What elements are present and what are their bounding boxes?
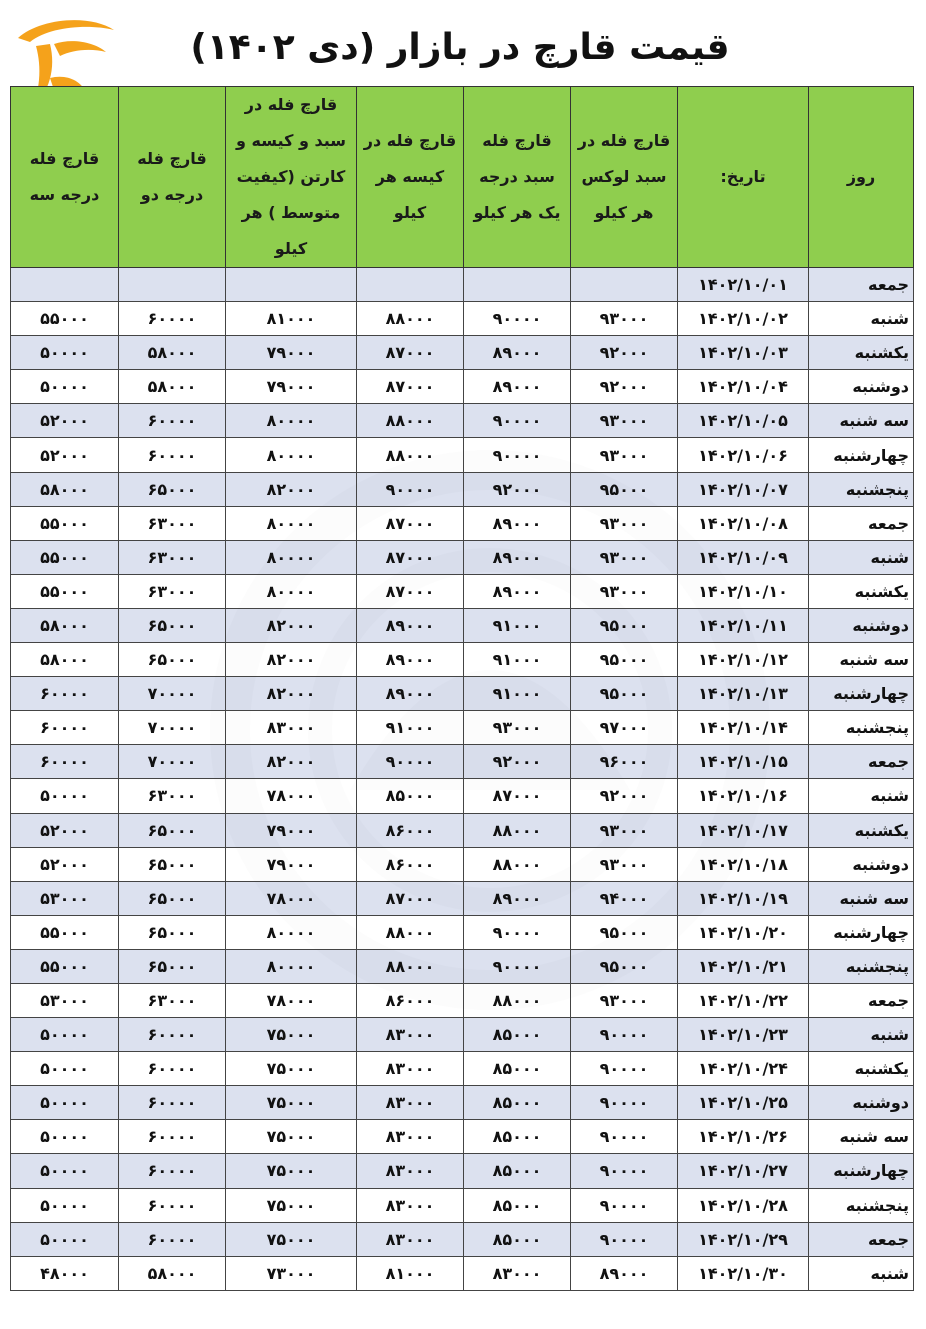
cell-date: ۱۴۰۲/۱۰/۲۵ [678, 1086, 809, 1120]
cell-date: ۱۴۰۲/۱۰/۲۶ [678, 1120, 809, 1154]
cell-grade-two: ۶۵۰۰۰ [119, 949, 226, 983]
table-row [11, 813, 914, 847]
cell-medium-quality: ۸۰۰۰۰ [226, 438, 357, 472]
cell-bag: ۸۹۰۰۰ [357, 608, 464, 642]
cell-grade-three: ۵۰۰۰۰ [11, 336, 119, 370]
table-row [11, 847, 914, 881]
header-day: روز [809, 87, 914, 268]
cell-luxury-basket: ۹۵۰۰۰ [571, 643, 678, 677]
cell-day: یکشنبه [809, 813, 914, 847]
cell-grade-two [119, 268, 226, 302]
cell-grade-one-basket: ۸۵۰۰۰ [464, 1052, 571, 1086]
cell-bag: ۸۳۰۰۰ [357, 1154, 464, 1188]
cell-day: جمعه [809, 745, 914, 779]
cell-grade-three: ۵۰۰۰۰ [11, 1222, 119, 1256]
cell-grade-one-basket: ۸۳۰۰۰ [464, 1256, 571, 1290]
cell-day: یکشنبه [809, 1052, 914, 1086]
cell-luxury-basket: ۹۲۰۰۰ [571, 336, 678, 370]
header-medium-quality: قارچ فله در سبد و کیسه و کارتن (کیفیت متوسط ) هر کیلو [226, 87, 357, 268]
cell-grade-two: ۶۳۰۰۰ [119, 574, 226, 608]
cell-day: دوشنبه [809, 1086, 914, 1120]
cell-bag: ۸۸۰۰۰ [357, 949, 464, 983]
table-row [11, 745, 914, 779]
cell-day: شنبه [809, 540, 914, 574]
cell-grade-three: ۵۰۰۰۰ [11, 1052, 119, 1086]
cell-luxury-basket: ۹۰۰۰۰ [571, 1154, 678, 1188]
cell-grade-three: ۵۳۰۰۰ [11, 983, 119, 1017]
table-row [11, 370, 914, 404]
cell-grade-two: ۶۰۰۰۰ [119, 1120, 226, 1154]
cell-medium-quality: ۷۵۰۰۰ [226, 1222, 357, 1256]
cell-day: پنجشنبه [809, 472, 914, 506]
cell-grade-two: ۶۳۰۰۰ [119, 779, 226, 813]
header-grade-one-basket: قارچ فله سبد درجه یک هر کیلو [464, 87, 571, 268]
cell-grade-three: ۵۰۰۰۰ [11, 1018, 119, 1052]
cell-date: ۱۴۰۲/۱۰/۰۸ [678, 506, 809, 540]
cell-bag: ۸۸۰۰۰ [357, 438, 464, 472]
cell-grade-one-basket: ۹۰۰۰۰ [464, 438, 571, 472]
cell-bag: ۸۳۰۰۰ [357, 1222, 464, 1256]
table-row [11, 336, 914, 370]
table-row [11, 608, 914, 642]
cell-grade-two: ۶۰۰۰۰ [119, 1222, 226, 1256]
cell-grade-two: ۶۵۰۰۰ [119, 847, 226, 881]
cell-medium-quality: ۷۵۰۰۰ [226, 1086, 357, 1120]
cell-grade-three: ۶۰۰۰۰ [11, 677, 119, 711]
cell-grade-one-basket: ۹۰۰۰۰ [464, 302, 571, 336]
cell-day: جمعه [809, 983, 914, 1017]
cell-day: سه شنبه [809, 1120, 914, 1154]
cell-bag: ۸۳۰۰۰ [357, 1018, 464, 1052]
cell-bag: ۸۳۰۰۰ [357, 1052, 464, 1086]
cell-bag: ۸۳۰۰۰ [357, 1120, 464, 1154]
table-row [11, 438, 914, 472]
cell-medium-quality: ۸۲۰۰۰ [226, 677, 357, 711]
cell-date: ۱۴۰۲/۱۰/۱۲ [678, 643, 809, 677]
cell-medium-quality: ۷۵۰۰۰ [226, 1154, 357, 1188]
cell-grade-three: ۵۰۰۰۰ [11, 1188, 119, 1222]
cell-grade-two: ۶۳۰۰۰ [119, 983, 226, 1017]
cell-grade-one-basket: ۸۹۰۰۰ [464, 370, 571, 404]
cell-luxury-basket: ۹۰۰۰۰ [571, 1018, 678, 1052]
cell-day: چهارشنبه [809, 438, 914, 472]
cell-date: ۱۴۰۲/۱۰/۱۰ [678, 574, 809, 608]
cell-date: ۱۴۰۲/۱۰/۱۵ [678, 745, 809, 779]
table-row [11, 1154, 914, 1188]
cell-grade-one-basket: ۸۸۰۰۰ [464, 847, 571, 881]
cell-grade-two: ۷۰۰۰۰ [119, 711, 226, 745]
cell-bag: ۸۹۰۰۰ [357, 677, 464, 711]
cell-medium-quality: ۷۳۰۰۰ [226, 1256, 357, 1290]
cell-grade-three: ۵۰۰۰۰ [11, 1154, 119, 1188]
header-grade-three: قارچ فله درجه سه [11, 87, 119, 268]
cell-grade-one-basket: ۹۰۰۰۰ [464, 949, 571, 983]
cell-bag: ۸۵۰۰۰ [357, 779, 464, 813]
cell-day: پنجشنبه [809, 1188, 914, 1222]
header-bag: قارچ فله در کیسه هر کیلو [357, 87, 464, 268]
cell-luxury-basket: ۹۵۰۰۰ [571, 608, 678, 642]
cell-bag: ۸۸۰۰۰ [357, 915, 464, 949]
cell-grade-one-basket: ۸۸۰۰۰ [464, 983, 571, 1017]
cell-grade-two: ۶۵۰۰۰ [119, 813, 226, 847]
cell-grade-two: ۵۸۰۰۰ [119, 1256, 226, 1290]
cell-day: چهارشنبه [809, 677, 914, 711]
cell-medium-quality: ۸۲۰۰۰ [226, 472, 357, 506]
header-date: تاریخ: [678, 87, 809, 268]
cell-grade-three: ۵۲۰۰۰ [11, 813, 119, 847]
cell-medium-quality: ۸۰۰۰۰ [226, 506, 357, 540]
cell-grade-two: ۶۰۰۰۰ [119, 438, 226, 472]
cell-grade-three: ۵۳۰۰۰ [11, 881, 119, 915]
cell-grade-two: ۶۰۰۰۰ [119, 1154, 226, 1188]
cell-grade-one-basket: ۸۹۰۰۰ [464, 336, 571, 370]
table-row [11, 983, 914, 1017]
cell-grade-one-basket: ۹۱۰۰۰ [464, 643, 571, 677]
cell-date: ۱۴۰۲/۱۰/۱۸ [678, 847, 809, 881]
cell-day: شنبه [809, 302, 914, 336]
cell-day: دوشنبه [809, 608, 914, 642]
cell-medium-quality: ۸۰۰۰۰ [226, 915, 357, 949]
cell-date: ۱۴۰۲/۱۰/۰۹ [678, 540, 809, 574]
cell-grade-two: ۶۰۰۰۰ [119, 1188, 226, 1222]
cell-luxury-basket: ۹۴۰۰۰ [571, 881, 678, 915]
cell-grade-one-basket: ۸۵۰۰۰ [464, 1188, 571, 1222]
cell-luxury-basket: ۹۰۰۰۰ [571, 1222, 678, 1256]
table-row [11, 1052, 914, 1086]
cell-grade-three: ۵۵۰۰۰ [11, 574, 119, 608]
cell-grade-two: ۶۰۰۰۰ [119, 1052, 226, 1086]
cell-medium-quality: ۷۵۰۰۰ [226, 1188, 357, 1222]
cell-grade-two: ۵۸۰۰۰ [119, 336, 226, 370]
cell-grade-one-basket: ۸۹۰۰۰ [464, 506, 571, 540]
cell-medium-quality: ۷۹۰۰۰ [226, 336, 357, 370]
cell-grade-three: ۵۸۰۰۰ [11, 472, 119, 506]
cell-medium-quality [226, 268, 357, 302]
cell-medium-quality: ۷۸۰۰۰ [226, 983, 357, 1017]
cell-medium-quality: ۷۵۰۰۰ [226, 1120, 357, 1154]
cell-bag: ۸۷۰۰۰ [357, 881, 464, 915]
cell-luxury-basket: ۹۵۰۰۰ [571, 949, 678, 983]
cell-bag [357, 268, 464, 302]
cell-grade-two: ۶۵۰۰۰ [119, 472, 226, 506]
cell-bag: ۸۸۰۰۰ [357, 404, 464, 438]
cell-date: ۱۴۰۲/۱۰/۱۷ [678, 813, 809, 847]
table-row [11, 268, 914, 302]
cell-bag: ۸۳۰۰۰ [357, 1086, 464, 1120]
table-row [11, 574, 914, 608]
cell-grade-three: ۵۰۰۰۰ [11, 370, 119, 404]
page-title: قیمت قارچ در بازار (دی ۱۴۰۲) [190, 27, 730, 68]
cell-date: ۱۴۰۲/۱۰/۰۶ [678, 438, 809, 472]
cell-luxury-basket: ۹۵۰۰۰ [571, 915, 678, 949]
cell-date: ۱۴۰۲/۱۰/۰۵ [678, 404, 809, 438]
cell-day: شنبه [809, 1256, 914, 1290]
cell-grade-three: ۶۰۰۰۰ [11, 745, 119, 779]
cell-luxury-basket: ۹۲۰۰۰ [571, 370, 678, 404]
cell-grade-one-basket: ۸۵۰۰۰ [464, 1086, 571, 1120]
price-table [10, 86, 914, 1291]
cell-grade-two: ۶۰۰۰۰ [119, 302, 226, 336]
table-row [11, 302, 914, 336]
cell-day: چهارشنبه [809, 1154, 914, 1188]
table-row [11, 1256, 914, 1290]
cell-date: ۱۴۰۲/۱۰/۱۴ [678, 711, 809, 745]
cell-luxury-basket: ۹۳۰۰۰ [571, 847, 678, 881]
cell-medium-quality: ۷۵۰۰۰ [226, 1018, 357, 1052]
cell-grade-one-basket: ۸۹۰۰۰ [464, 574, 571, 608]
table-row [11, 643, 914, 677]
cell-grade-three: ۵۵۰۰۰ [11, 949, 119, 983]
cell-grade-one-basket: ۸۵۰۰۰ [464, 1018, 571, 1052]
cell-bag: ۸۶۰۰۰ [357, 983, 464, 1017]
cell-date: ۱۴۰۲/۱۰/۲۴ [678, 1052, 809, 1086]
cell-medium-quality: ۷۸۰۰۰ [226, 779, 357, 813]
cell-grade-two: ۵۸۰۰۰ [119, 370, 226, 404]
cell-date: ۱۴۰۲/۱۰/۲۰ [678, 915, 809, 949]
cell-grade-three: ۵۲۰۰۰ [11, 847, 119, 881]
table-row [11, 1086, 914, 1120]
cell-date: ۱۴۰۲/۱۰/۱۱ [678, 608, 809, 642]
cell-grade-one-basket: ۹۲۰۰۰ [464, 745, 571, 779]
cell-day: شنبه [809, 779, 914, 813]
cell-day: یکشنبه [809, 574, 914, 608]
cell-day: پنجشنبه [809, 949, 914, 983]
cell-date: ۱۴۰۲/۱۰/۲۸ [678, 1188, 809, 1222]
cell-medium-quality: ۸۰۰۰۰ [226, 404, 357, 438]
cell-grade-two: ۶۵۰۰۰ [119, 643, 226, 677]
cell-medium-quality: ۷۹۰۰۰ [226, 370, 357, 404]
cell-luxury-basket: ۹۳۰۰۰ [571, 404, 678, 438]
cell-medium-quality: ۷۵۰۰۰ [226, 1052, 357, 1086]
cell-grade-one-basket [464, 268, 571, 302]
cell-day: سه شنبه [809, 881, 914, 915]
cell-medium-quality: ۸۱۰۰۰ [226, 302, 357, 336]
cell-bag: ۸۷۰۰۰ [357, 336, 464, 370]
table-header-row [11, 87, 914, 268]
cell-grade-one-basket: ۹۱۰۰۰ [464, 677, 571, 711]
cell-bag: ۸۷۰۰۰ [357, 540, 464, 574]
cell-date: ۱۴۰۲/۱۰/۰۲ [678, 302, 809, 336]
cell-date: ۱۴۰۲/۱۰/۰۱ [678, 268, 809, 302]
cell-medium-quality: ۷۸۰۰۰ [226, 881, 357, 915]
cell-bag: ۸۳۰۰۰ [357, 1188, 464, 1222]
cell-medium-quality: ۷۹۰۰۰ [226, 813, 357, 847]
cell-day: دوشنبه [809, 370, 914, 404]
cell-grade-one-basket: ۸۷۰۰۰ [464, 779, 571, 813]
cell-grade-three [11, 268, 119, 302]
table-row [11, 677, 914, 711]
cell-grade-three: ۵۵۰۰۰ [11, 302, 119, 336]
cell-day: چهارشنبه [809, 915, 914, 949]
cell-bag: ۸۸۰۰۰ [357, 302, 464, 336]
cell-day: سه شنبه [809, 404, 914, 438]
cell-luxury-basket [571, 268, 678, 302]
cell-day: سه شنبه [809, 643, 914, 677]
table-row [11, 949, 914, 983]
header-grade-two: قارچ فله درجه دو [119, 87, 226, 268]
cell-grade-three: ۵۸۰۰۰ [11, 643, 119, 677]
cell-luxury-basket: ۸۹۰۰۰ [571, 1256, 678, 1290]
cell-luxury-basket: ۹۲۰۰۰ [571, 779, 678, 813]
cell-grade-three: ۵۸۰۰۰ [11, 608, 119, 642]
cell-grade-two: ۶۰۰۰۰ [119, 1086, 226, 1120]
cell-grade-one-basket: ۹۱۰۰۰ [464, 608, 571, 642]
cell-luxury-basket: ۹۰۰۰۰ [571, 1188, 678, 1222]
cell-bag: ۹۱۰۰۰ [357, 711, 464, 745]
cell-luxury-basket: ۹۷۰۰۰ [571, 711, 678, 745]
cell-luxury-basket: ۹۰۰۰۰ [571, 1052, 678, 1086]
cell-bag: ۹۰۰۰۰ [357, 745, 464, 779]
cell-grade-two: ۶۵۰۰۰ [119, 881, 226, 915]
cell-grade-one-basket: ۹۲۰۰۰ [464, 472, 571, 506]
cell-grade-two: ۶۰۰۰۰ [119, 404, 226, 438]
cell-medium-quality: ۸۲۰۰۰ [226, 643, 357, 677]
cell-luxury-basket: ۹۵۰۰۰ [571, 472, 678, 506]
cell-grade-two: ۶۳۰۰۰ [119, 540, 226, 574]
cell-luxury-basket: ۹۳۰۰۰ [571, 506, 678, 540]
cell-grade-three: ۶۰۰۰۰ [11, 711, 119, 745]
cell-luxury-basket: ۹۳۰۰۰ [571, 302, 678, 336]
cell-grade-one-basket: ۸۵۰۰۰ [464, 1120, 571, 1154]
cell-medium-quality: ۸۰۰۰۰ [226, 540, 357, 574]
cell-grade-one-basket: ۸۹۰۰۰ [464, 540, 571, 574]
cell-date: ۱۴۰۲/۱۰/۳۰ [678, 1256, 809, 1290]
cell-grade-three: ۵۵۰۰۰ [11, 915, 119, 949]
cell-grade-one-basket: ۸۵۰۰۰ [464, 1222, 571, 1256]
cell-luxury-basket: ۹۶۰۰۰ [571, 745, 678, 779]
cell-medium-quality: ۸۰۰۰۰ [226, 949, 357, 983]
cell-grade-two: ۷۰۰۰۰ [119, 745, 226, 779]
cell-medium-quality: ۸۲۰۰۰ [226, 745, 357, 779]
cell-grade-three: ۵۰۰۰۰ [11, 1120, 119, 1154]
cell-date: ۱۴۰۲/۱۰/۲۷ [678, 1154, 809, 1188]
cell-luxury-basket: ۹۳۰۰۰ [571, 438, 678, 472]
cell-bag: ۸۶۰۰۰ [357, 813, 464, 847]
cell-grade-one-basket: ۹۳۰۰۰ [464, 711, 571, 745]
cell-bag: ۸۹۰۰۰ [357, 643, 464, 677]
cell-medium-quality: ۸۲۰۰۰ [226, 608, 357, 642]
cell-luxury-basket: ۹۳۰۰۰ [571, 540, 678, 574]
cell-day: پنجشنبه [809, 711, 914, 745]
cell-luxury-basket: ۹۳۰۰۰ [571, 574, 678, 608]
cell-date: ۱۴۰۲/۱۰/۰۴ [678, 370, 809, 404]
cell-grade-one-basket: ۹۰۰۰۰ [464, 915, 571, 949]
cell-bag: ۸۷۰۰۰ [357, 574, 464, 608]
table-row [11, 1222, 914, 1256]
cell-luxury-basket: ۹۵۰۰۰ [571, 677, 678, 711]
cell-date: ۱۴۰۲/۱۰/۱۶ [678, 779, 809, 813]
cell-luxury-basket: ۹۳۰۰۰ [571, 813, 678, 847]
table-row [11, 1018, 914, 1052]
table-row [11, 1188, 914, 1222]
table-row [11, 506, 914, 540]
cell-grade-three: ۵۲۰۰۰ [11, 438, 119, 472]
cell-grade-two: ۶۵۰۰۰ [119, 915, 226, 949]
cell-day: دوشنبه [809, 847, 914, 881]
table-row [11, 1120, 914, 1154]
cell-grade-one-basket: ۹۰۰۰۰ [464, 404, 571, 438]
cell-date: ۱۴۰۲/۱۰/۰۳ [678, 336, 809, 370]
cell-day: جمعه [809, 1222, 914, 1256]
table-row [11, 881, 914, 915]
cell-grade-three: ۵۰۰۰۰ [11, 779, 119, 813]
table-row [11, 915, 914, 949]
cell-grade-two: ۶۰۰۰۰ [119, 1018, 226, 1052]
cell-day: یکشنبه [809, 336, 914, 370]
cell-luxury-basket: ۹۳۰۰۰ [571, 983, 678, 1017]
cell-grade-three: ۵۵۰۰۰ [11, 540, 119, 574]
cell-bag: ۸۷۰۰۰ [357, 506, 464, 540]
cell-grade-three: ۵۰۰۰۰ [11, 1086, 119, 1120]
cell-grade-three: ۵۵۰۰۰ [11, 506, 119, 540]
cell-bag: ۸۷۰۰۰ [357, 370, 464, 404]
cell-grade-two: ۷۰۰۰۰ [119, 677, 226, 711]
cell-date: ۱۴۰۲/۱۰/۲۳ [678, 1018, 809, 1052]
cell-date: ۱۴۰۲/۱۰/۲۱ [678, 949, 809, 983]
cell-medium-quality: ۸۰۰۰۰ [226, 574, 357, 608]
cell-grade-two: ۶۵۰۰۰ [119, 608, 226, 642]
cell-bag: ۸۶۰۰۰ [357, 847, 464, 881]
header-luxury-basket: قارچ فله در سبد لوکس هر کیلو [571, 87, 678, 268]
cell-grade-one-basket: ۸۹۰۰۰ [464, 881, 571, 915]
cell-date: ۱۴۰۲/۱۰/۱۹ [678, 881, 809, 915]
table-row [11, 404, 914, 438]
cell-luxury-basket: ۹۰۰۰۰ [571, 1120, 678, 1154]
cell-grade-one-basket: ۸۸۰۰۰ [464, 813, 571, 847]
cell-grade-one-basket: ۸۵۰۰۰ [464, 1154, 571, 1188]
cell-day: شنبه [809, 1018, 914, 1052]
table-body [11, 268, 914, 1291]
cell-medium-quality: ۷۹۰۰۰ [226, 847, 357, 881]
cell-grade-three: ۴۸۰۰۰ [11, 1256, 119, 1290]
table-row [11, 711, 914, 745]
cell-day: جمعه [809, 506, 914, 540]
cell-date: ۱۴۰۲/۱۰/۲۹ [678, 1222, 809, 1256]
cell-medium-quality: ۸۳۰۰۰ [226, 711, 357, 745]
table-row [11, 779, 914, 813]
cell-day: جمعه [809, 268, 914, 302]
cell-grade-two: ۶۳۰۰۰ [119, 506, 226, 540]
cell-date: ۱۴۰۲/۱۰/۰۷ [678, 472, 809, 506]
table-row [11, 472, 914, 506]
cell-date: ۱۴۰۲/۱۰/۱۳ [678, 677, 809, 711]
table-row [11, 540, 914, 574]
cell-bag: ۸۱۰۰۰ [357, 1256, 464, 1290]
cell-date: ۱۴۰۲/۱۰/۲۲ [678, 983, 809, 1017]
cell-grade-three: ۵۲۰۰۰ [11, 404, 119, 438]
cell-bag: ۹۰۰۰۰ [357, 472, 464, 506]
cell-luxury-basket: ۹۰۰۰۰ [571, 1086, 678, 1120]
